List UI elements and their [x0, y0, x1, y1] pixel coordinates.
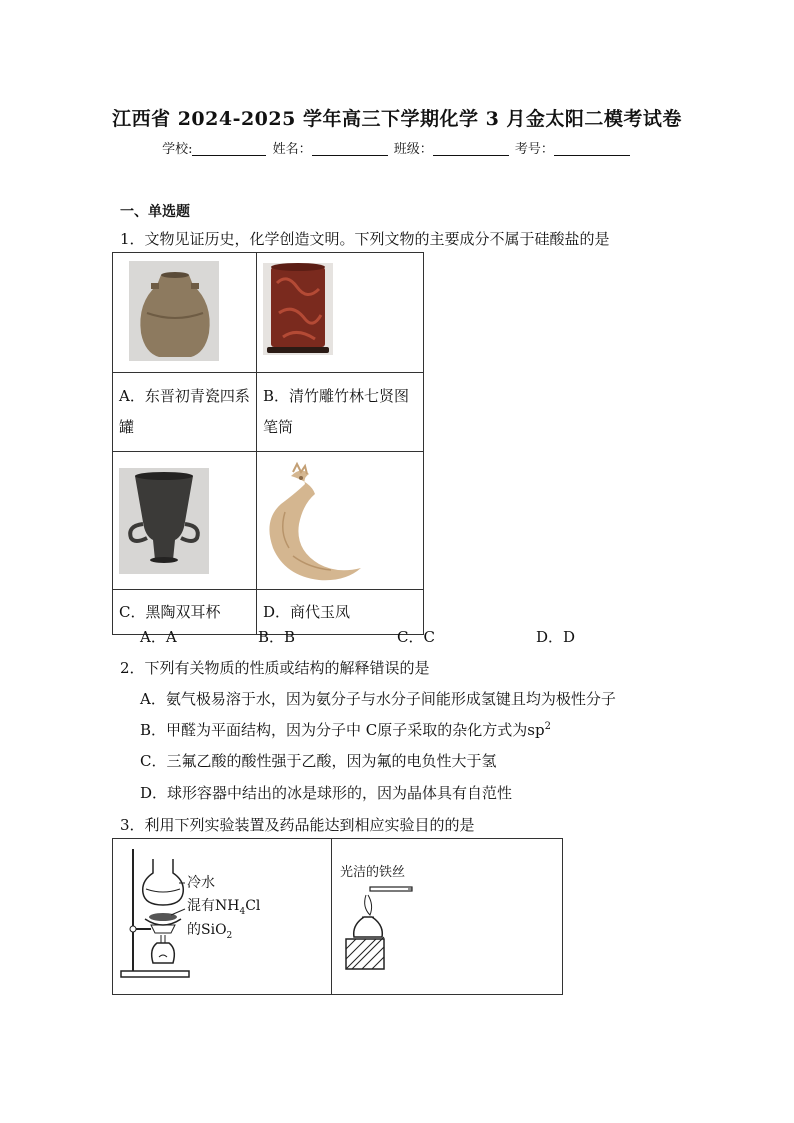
school-blank — [192, 141, 266, 156]
cell-label-d: D．商代玉凤 — [257, 590, 424, 635]
q1-option-d[interactable]: D．D — [536, 628, 576, 646]
cell-image-b — [257, 253, 424, 373]
q2-option-a[interactable]: A．氨气极易溶于水，因为氨分子与水分子间能形成氢键且均为极性分子 — [140, 690, 616, 708]
cell-label-c: C．黑陶双耳杯 — [113, 590, 257, 635]
section-heading: 一、单选题 — [120, 204, 190, 220]
bamboo-brush-pot-icon — [257, 253, 423, 368]
exam-title: 江西省 2024-2025 学年高三下学期化学 3 月金太阳二模考试卷 — [112, 108, 682, 130]
question-1-table — [112, 252, 424, 635]
apparatus-b-cell — [332, 839, 563, 995]
school-label: 学校: — [162, 142, 193, 157]
class-label: 班级： — [393, 142, 433, 157]
cold-water-label: 冷水 — [187, 875, 215, 891]
cell-label-b: B．清竹雕竹林七贤图笔筒 — [257, 373, 424, 452]
cell-image-d — [257, 452, 424, 590]
question-1-stem: 1．文物见证历史，化学创造文明。下列文物的主要成分不属于硅酸盐的是 — [120, 230, 610, 248]
mixture-label: 混有$NH_4Cl$ 的SiO$_2$ — [187, 898, 261, 941]
id-blank — [554, 141, 630, 156]
q2-option-b[interactable]: B．甲醛为平面结构，因为分子中 C原子采取的杂化方式为$sp^2$ — [140, 721, 551, 739]
q2-option-c[interactable]: C．三氟乙酸的酸性强于乙酸，因为氟的电负性大于氢 — [140, 752, 497, 770]
class-blank — [433, 141, 509, 156]
student-info-line — [0, 138, 794, 157]
name-label: 姓名： — [272, 142, 312, 157]
q1-option-a[interactable]: A．A — [140, 628, 177, 646]
q2-option-d[interactable]: D．球形容器中结出的冰是球形的，因为晶体具有自范性 — [140, 784, 513, 802]
id-label: 考号： — [514, 142, 554, 157]
cell-image-a — [113, 253, 257, 373]
q1-option-c[interactable]: C．C — [397, 628, 435, 646]
celadon-jar-icon — [113, 253, 256, 368]
jade-phoenix-icon — [257, 452, 423, 585]
q1-option-b[interactable]: B．B — [258, 628, 296, 646]
black-pottery-cup-icon — [113, 452, 256, 585]
question-2-stem: 2．下列有关物质的性质或结构的解释错误的是 — [120, 659, 430, 677]
cell-label-a: A．东晋初青瓷四系罐 — [113, 373, 257, 452]
question-3-stem: 3．利用下列实验装置及药品能达到相应实验目的的是 — [120, 816, 475, 834]
cell-image-c — [113, 452, 257, 590]
question-3-table — [112, 838, 563, 995]
name-blank — [312, 141, 388, 156]
iron-wire-label: 光洁的铁丝 — [340, 865, 406, 880]
apparatus-a-cell — [113, 839, 332, 995]
